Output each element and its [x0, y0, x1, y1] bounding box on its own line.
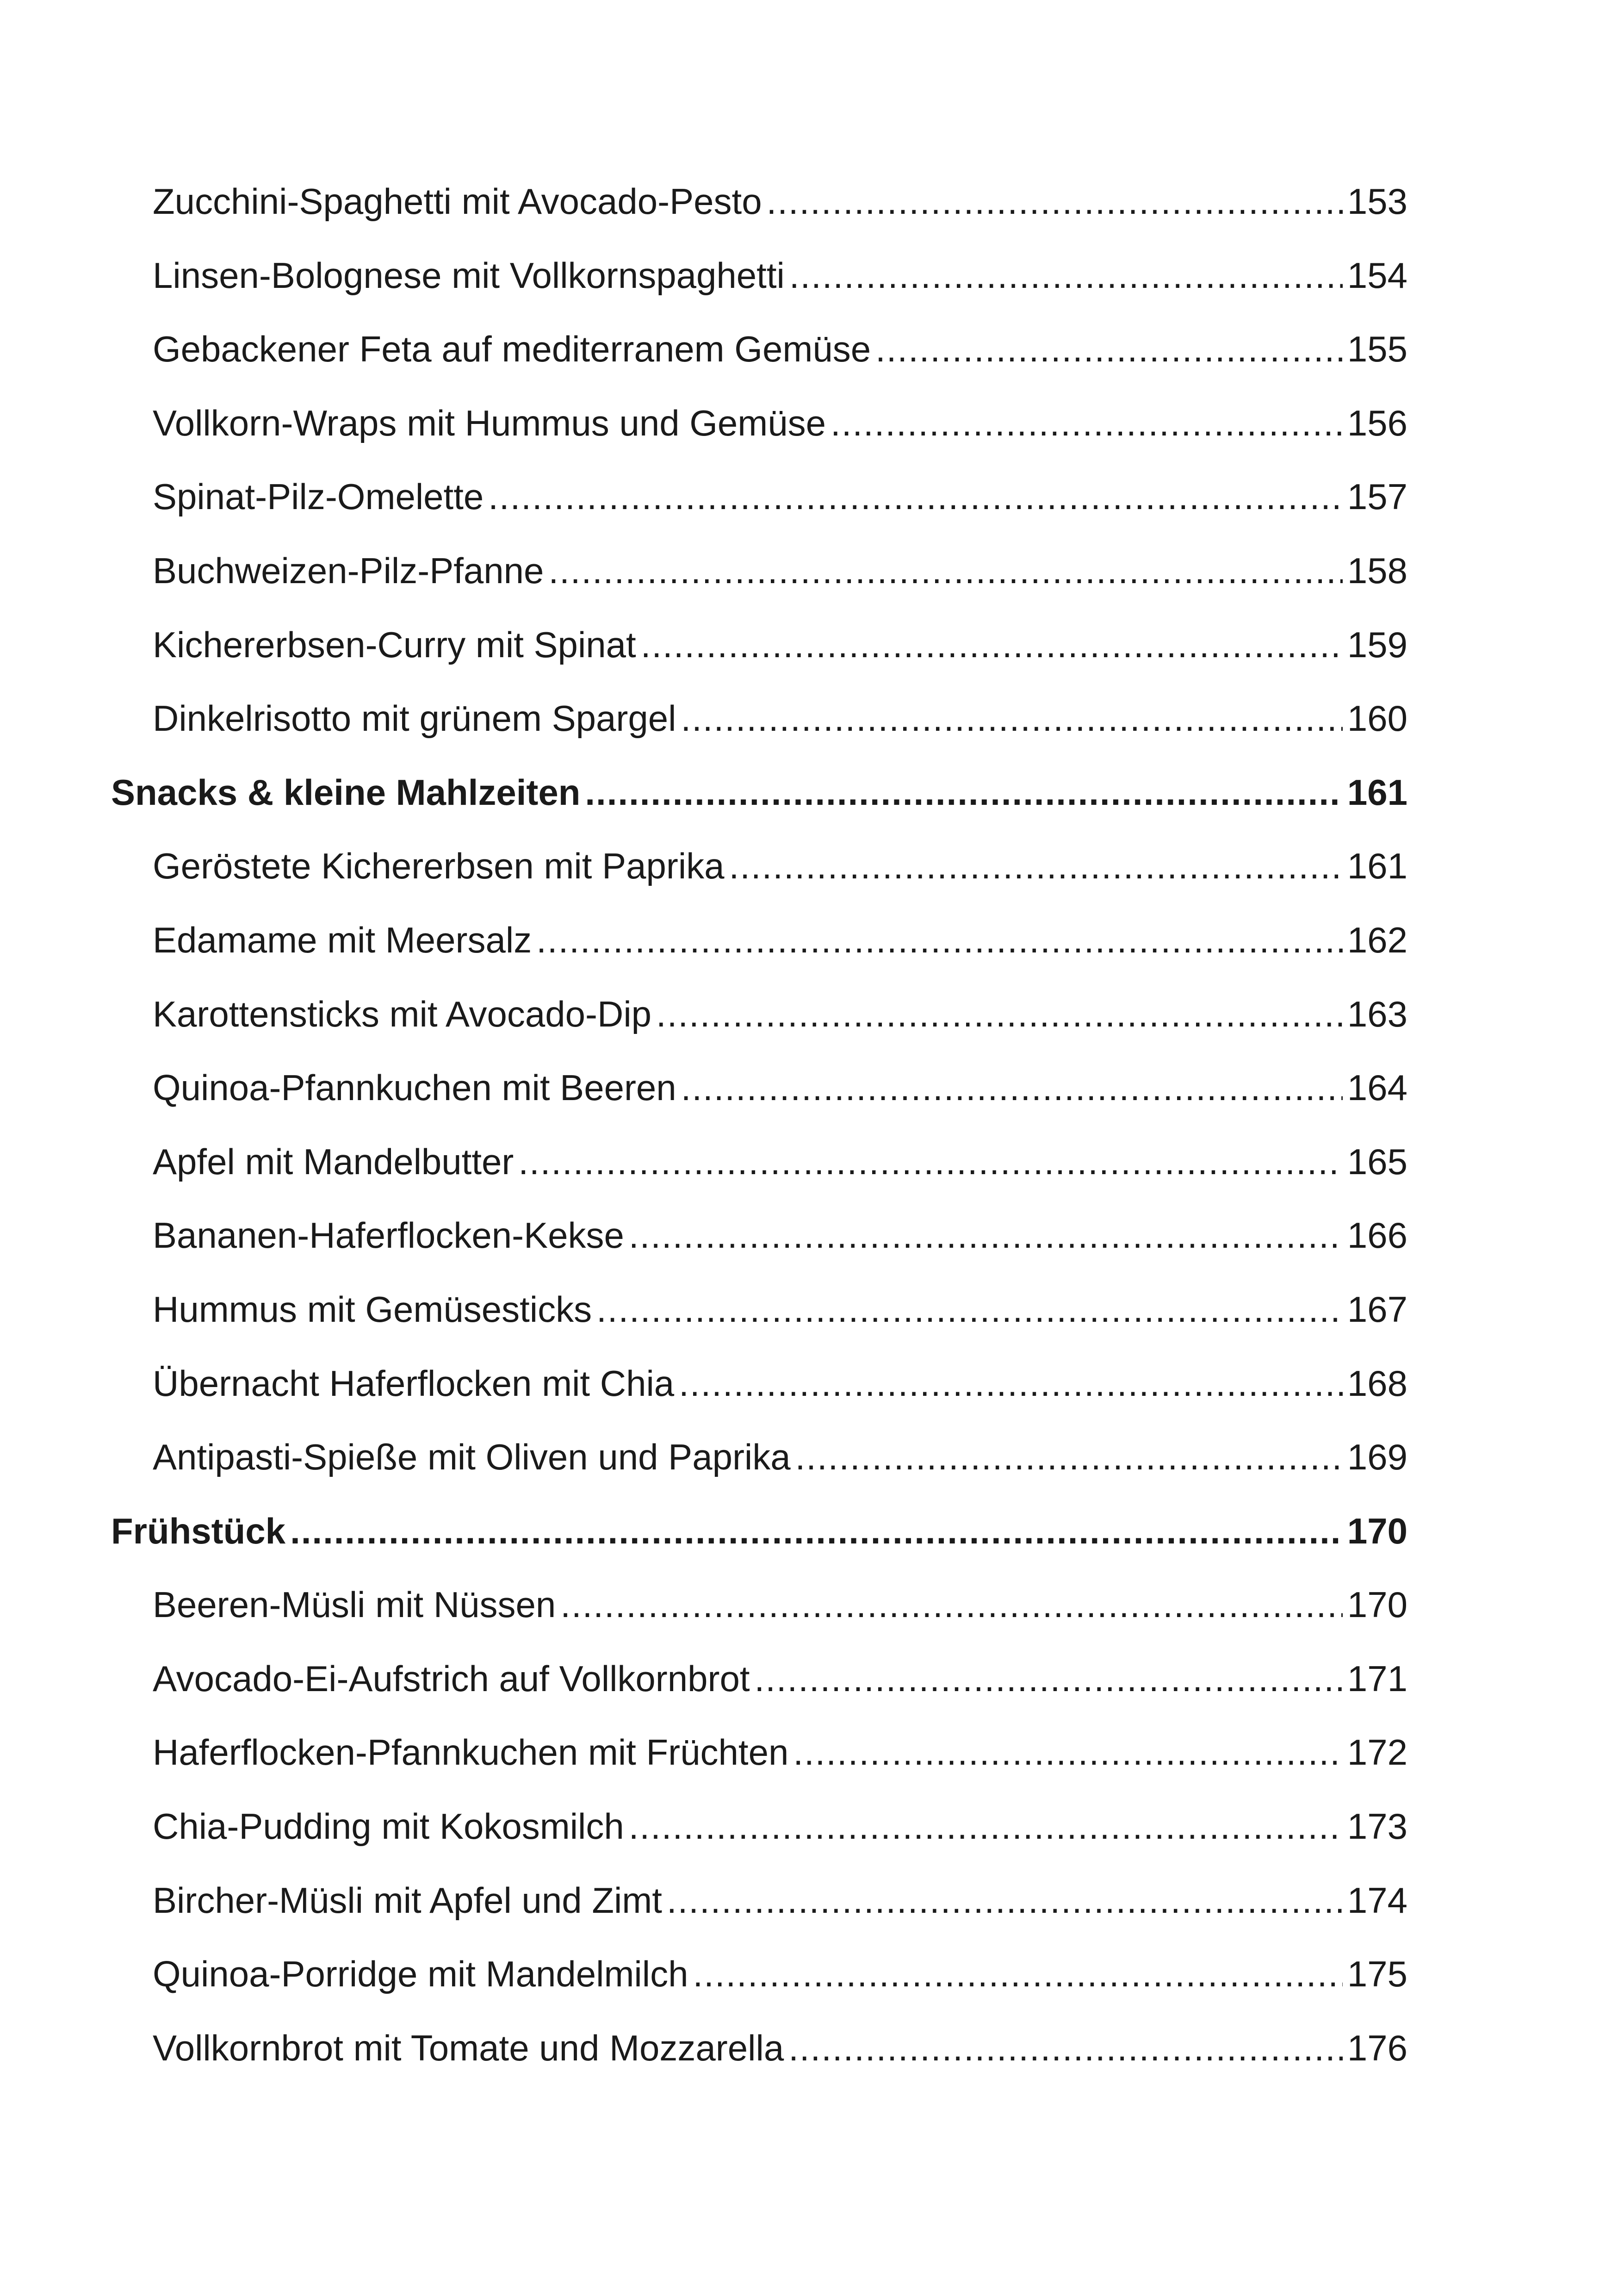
toc-page-number: 168 [1347, 1363, 1407, 1404]
toc-page-number: 176 [1347, 2027, 1407, 2068]
toc-title: Bananen-Haferflocken-Kekse [153, 1215, 624, 1256]
toc-title: Haferflocken-Pfannkuchen mit Früchten [153, 1732, 789, 1773]
toc-title: Avocado-Ei-Aufstrich auf Vollkornbrot [153, 1658, 750, 1699]
toc-title: Gebackener Feta auf mediterranem Gemüse [153, 329, 871, 370]
toc-page-number: 163 [1347, 993, 1407, 1034]
dot-leader [789, 239, 1343, 313]
toc-page-number: 173 [1347, 1806, 1407, 1847]
toc-page-number: 170 [1347, 1584, 1407, 1625]
toc-page-number: 161 [1347, 846, 1407, 887]
toc-entry [111, 1199, 1407, 1273]
toc-title: Dinkelrisotto mit grünem Spargel [153, 698, 676, 739]
dot-leader [729, 829, 1343, 903]
toc-entry [111, 1937, 1407, 2011]
toc-title: Vollkorn-Wraps mit Hummus und Gemüse [153, 402, 826, 443]
toc-entry [111, 1790, 1407, 1864]
toc-page-number: 171 [1347, 1658, 1407, 1699]
toc-title: Geröstete Kichererbsen mit Paprika [153, 846, 725, 887]
dot-leader [596, 1273, 1343, 1347]
toc-title: Karottensticks mit Avocado-Dip [153, 993, 652, 1034]
toc-title: Vollkornbrot mit Tomate und Mozzarella [153, 2027, 784, 2068]
toc-title: Zucchini-Spaghetti mit Avocado-Pesto [153, 181, 762, 222]
toc-title: Snacks & kleine Mahlzeiten [111, 772, 581, 813]
toc-entry [111, 1568, 1407, 1642]
toc-page-number: 160 [1347, 698, 1407, 739]
toc-entry [111, 903, 1407, 977]
toc-entry [111, 608, 1407, 682]
toc-section-heading [111, 1494, 1407, 1568]
toc-entry [111, 2011, 1407, 2085]
toc-page-number: 175 [1347, 1954, 1407, 1995]
toc-page-number: 162 [1347, 919, 1407, 960]
dot-leader [656, 977, 1343, 1052]
toc-title: Übernacht Haferflocken mit Chia [153, 1363, 675, 1404]
dot-leader [536, 903, 1343, 977]
toc-title: Beeren-Müsli mit Nüssen [153, 1584, 556, 1625]
dot-leader [793, 1716, 1343, 1790]
toc-section-heading [111, 756, 1407, 830]
toc-entry [111, 1273, 1407, 1347]
toc-page-number: 155 [1347, 329, 1407, 370]
dot-leader [629, 1790, 1343, 1864]
toc-title: Chia-Pudding mit Kokosmilch [153, 1806, 624, 1847]
toc-page-number: 156 [1347, 402, 1407, 443]
toc-entry [111, 1642, 1407, 1716]
toc-page-number: 167 [1347, 1288, 1407, 1330]
toc-page-number: 174 [1347, 1879, 1407, 1921]
table-of-contents [111, 165, 1407, 2085]
toc-page-number: 158 [1347, 550, 1407, 591]
toc-entry [111, 460, 1407, 534]
dot-leader [755, 1642, 1343, 1716]
toc-page-number: 153 [1347, 181, 1407, 222]
dot-leader [585, 756, 1342, 830]
dot-leader [560, 1568, 1343, 1642]
dot-leader [681, 1051, 1343, 1125]
toc-page-number: 161 [1347, 772, 1407, 813]
toc-title: Spinat-Pilz-Omelette [153, 476, 484, 517]
toc-title: Antipasti-Spieße mit Oliven und Paprika [153, 1437, 791, 1478]
dot-leader [693, 1937, 1342, 2011]
dot-leader [679, 1347, 1343, 1421]
toc-entry [111, 1716, 1407, 1790]
toc-page-number: 159 [1347, 624, 1407, 665]
dot-leader [548, 534, 1342, 608]
dot-leader [831, 386, 1343, 460]
toc-page-number: 169 [1347, 1437, 1407, 1478]
toc-entry [111, 1051, 1407, 1125]
dot-leader [767, 165, 1343, 239]
toc-page-number: 157 [1347, 476, 1407, 517]
dot-leader [875, 312, 1343, 386]
toc-title: Apfel mit Mandelbutter [153, 1141, 514, 1182]
toc-title: Buchweizen-Pilz-Pfanne [153, 550, 544, 591]
dot-leader [488, 460, 1343, 534]
dot-leader [681, 682, 1342, 756]
dot-leader [518, 1125, 1342, 1199]
toc-title: Edamame mit Meersalz [153, 919, 532, 960]
dot-leader [788, 2011, 1343, 2085]
toc-title: Linsen-Bolognese mit Vollkornspaghetti [153, 255, 785, 296]
toc-entry [111, 386, 1407, 460]
toc-entry [111, 1864, 1407, 1938]
dot-leader [629, 1199, 1343, 1273]
toc-entry [111, 534, 1407, 608]
toc-entry [111, 239, 1407, 313]
toc-title: Hummus mit Gemüsesticks [153, 1288, 592, 1330]
toc-page-number: 165 [1347, 1141, 1407, 1182]
toc-page-number: 154 [1347, 255, 1407, 296]
toc-entry [111, 1420, 1407, 1494]
toc-entry [111, 312, 1407, 386]
toc-entry [111, 1125, 1407, 1199]
toc-title: Frühstück [111, 1510, 286, 1551]
toc-title: Quinoa-Porridge mit Mandelmilch [153, 1954, 688, 1995]
toc-title: Quinoa-Pfannkuchen mit Beeren [153, 1067, 676, 1108]
toc-page-number: 166 [1347, 1215, 1407, 1256]
toc-title: Bircher-Müsli mit Apfel und Zimt [153, 1879, 662, 1921]
toc-page-number: 164 [1347, 1067, 1407, 1108]
dot-leader [667, 1864, 1343, 1938]
dot-leader [290, 1494, 1343, 1568]
toc-entry [111, 682, 1407, 756]
toc-page-number: 172 [1347, 1732, 1407, 1773]
dot-leader [641, 608, 1343, 682]
toc-entry [111, 977, 1407, 1052]
toc-entry [111, 829, 1407, 903]
toc-title: Kichererbsen-Curry mit Spinat [153, 624, 636, 665]
toc-page-number: 170 [1347, 1510, 1407, 1551]
dot-leader [795, 1420, 1343, 1494]
toc-entry [111, 165, 1407, 239]
toc-entry [111, 1347, 1407, 1421]
